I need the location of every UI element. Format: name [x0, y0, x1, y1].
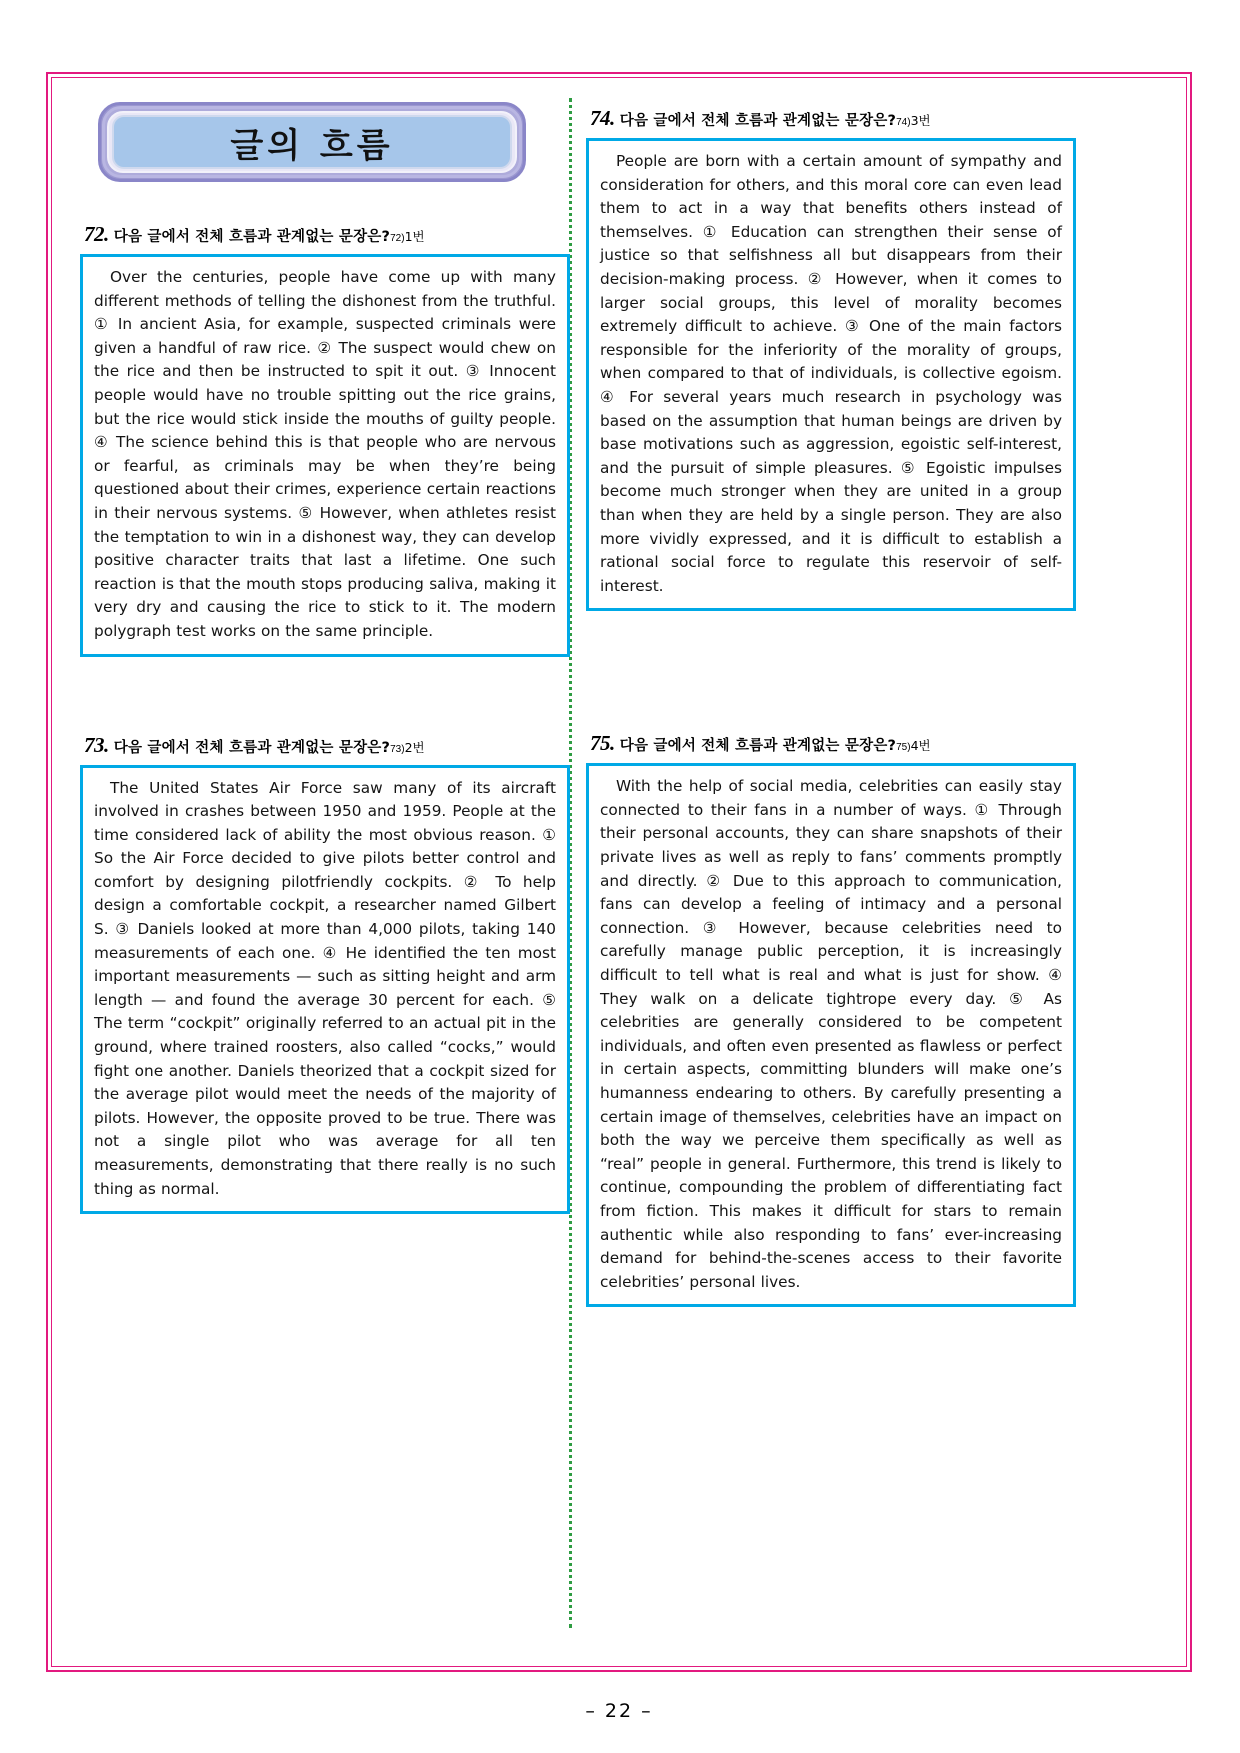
left-column [80, 88, 570, 1214]
question-answer-73: 2번 [404, 739, 425, 755]
passage-text-72: Over the centuries, people have come up with many different methods of telling the dishonest from the truthful. ① In ancient Asia, for example, suspected criminals were given a handful of raw rice. ② The suspect would chew on the rice and then be instructed to spit it out. ③ Innocent people would have no trouble spitting out the rice grains, but the rice would stick inside the mouths of guilty people. ④ The science behind this is that people who are nervous or fearful, as criminals may be when they’re being questioned about their crimes, experience certain reactions in their nervous systems. ⑤ However, when athletes resist the temptation to win in a dishonest way, they can develop positive character traits that last a lifetime. One such reaction is that the mouth stops producing saliva, making it very dry and causing the rice to stick to it. The modern polygraph test works on the same principle. [94, 268, 556, 640]
page-content [66, 88, 1170, 1648]
left-column-gap [80, 657, 570, 733]
question-number-75: 75. [590, 731, 615, 756]
question-answer-75: 4번 [910, 738, 931, 754]
question-footnote-74: 74) [896, 117, 911, 128]
question-number-74: 74. [590, 106, 615, 130]
passage-box-72 [80, 254, 570, 657]
question-prompt-72: 다음 글에서 전체 흐름과 관계없는 문장은? [113, 229, 391, 245]
question-answer-74: 3번 [910, 113, 931, 128]
question-footnote-75: 75) [896, 742, 911, 754]
worksheet-page [46, 72, 1192, 1722]
section-title-banner [98, 102, 526, 182]
question-answer-72: 1번 [404, 229, 425, 244]
passage-box-75 [586, 763, 1076, 1307]
question-footnote-73: 73) [390, 743, 405, 755]
question-header-72 [84, 222, 570, 247]
banner-title: 글의 흐름 [230, 125, 394, 166]
question-prompt-75: 다음 글에서 전체 흐름과 관계없는 문장은? [619, 738, 897, 755]
question-prompt-73: 다음 글에서 전체 흐름과 관계없는 문장은? [113, 739, 391, 756]
passage-box-73 [80, 765, 570, 1215]
passage-text-75: With the help of social media, celebrities can easily stay connected to their fans in a number of ways. ① Through their personal accounts, they can share snapshots of their private lives as well as reply to fans’ comments promptly and directly. ② Due to this approach to communication, fans can develop a feeling of intimacy and a personal connection. ③ However, because celebrities need to carefully manage public perception, it is increasingly difficult to tell what is real and what is just for show. ④ They walk on a delicate tightrope every day. ⑤ As celebrities are generally considered to be competent individuals, and often even presented as flawless or perfect in certain aspects, committing blunders will make one’s humanness endearing to others. By carefully presenting a certain image of themselves, celebrities have an impact on both the way we perceive them specifically as well as “real” people in general. Furthermore, this trend is likely to continue, compounding the problem of differentiating fact from fiction. This makes it difficult for stars to remain authentic while also responding to fans’ ever-increasing demand for behind-the-scenes access to their favorite celebrities’ personal lives. [600, 777, 1062, 1291]
passage-text-73: The United States Air Force saw many of its aircraft involved in crashes between 1950 and 1959. People at the time considered lack of ability the most obvious reason. ① So the Air Force decided to give pilots better control and comfort by designing pilotfriendly cockpits. ② To help design a comfortable cockpit, a researcher named Gilbert S. ③ Daniels looked at more than 4,000 pilots, taking 140 measurements of each one. ④ He identified the ten most important measurements — such as sitting height and arm length — and found the average 30 percent for each. ⑤ The term “cockpit” originally referred to an actual pit in the ground, where trained roosters, also called “cocks,” would fight one another. Daniels theorized that a cockpit sized for the average pilot would meet the needs of the majority of pilots. However, the opposite proved to be true. There was not a single pilot who was average for all ten measurements, demonstrating that there really is no such thing as normal. [94, 778, 556, 1198]
question-number-73: 73. [84, 732, 109, 757]
passage-box-74 [586, 138, 1076, 611]
right-column-gap [586, 611, 1076, 731]
right-column [586, 88, 1076, 1307]
question-header-75 [590, 731, 1076, 756]
question-prompt-74: 다음 글에서 전체 흐름과 관계없는 문장은? [619, 113, 897, 129]
question-header-74 [590, 106, 1076, 131]
question-number-72: 72. [84, 222, 109, 246]
question-header-73 [84, 733, 570, 758]
passage-text-74: People are born with a certain amount of sympathy and consideration for others, and this moral core can even lead them to act in a way that benefits others instead of themselves. ① Education can strengthen their sense of justice so that selfishness all but disappears from their decision-making process. ② However, when it comes to larger social groups, this level of morality becomes extremely difficult to achieve. ③ One of the main factors responsible for the inferiority of the morality of groups, when compared to that of individuals, is collective egoism. ④ For several years much research in psychology was based on the assumption that human beings are driven by base motivations such as aggression, egoistic self-interest, and the pursuit of simple pleasures. ⑤ Egoistic impulses become much stronger when they are united in a group than when they are held by a single person. They are also more vividly expressed, and it is difficult to establish a rational social force to regulate this reservoir of self-interest. [600, 152, 1062, 595]
page-footer: – 22 – [585, 1700, 653, 1722]
question-footnote-72: 72) [390, 233, 405, 244]
